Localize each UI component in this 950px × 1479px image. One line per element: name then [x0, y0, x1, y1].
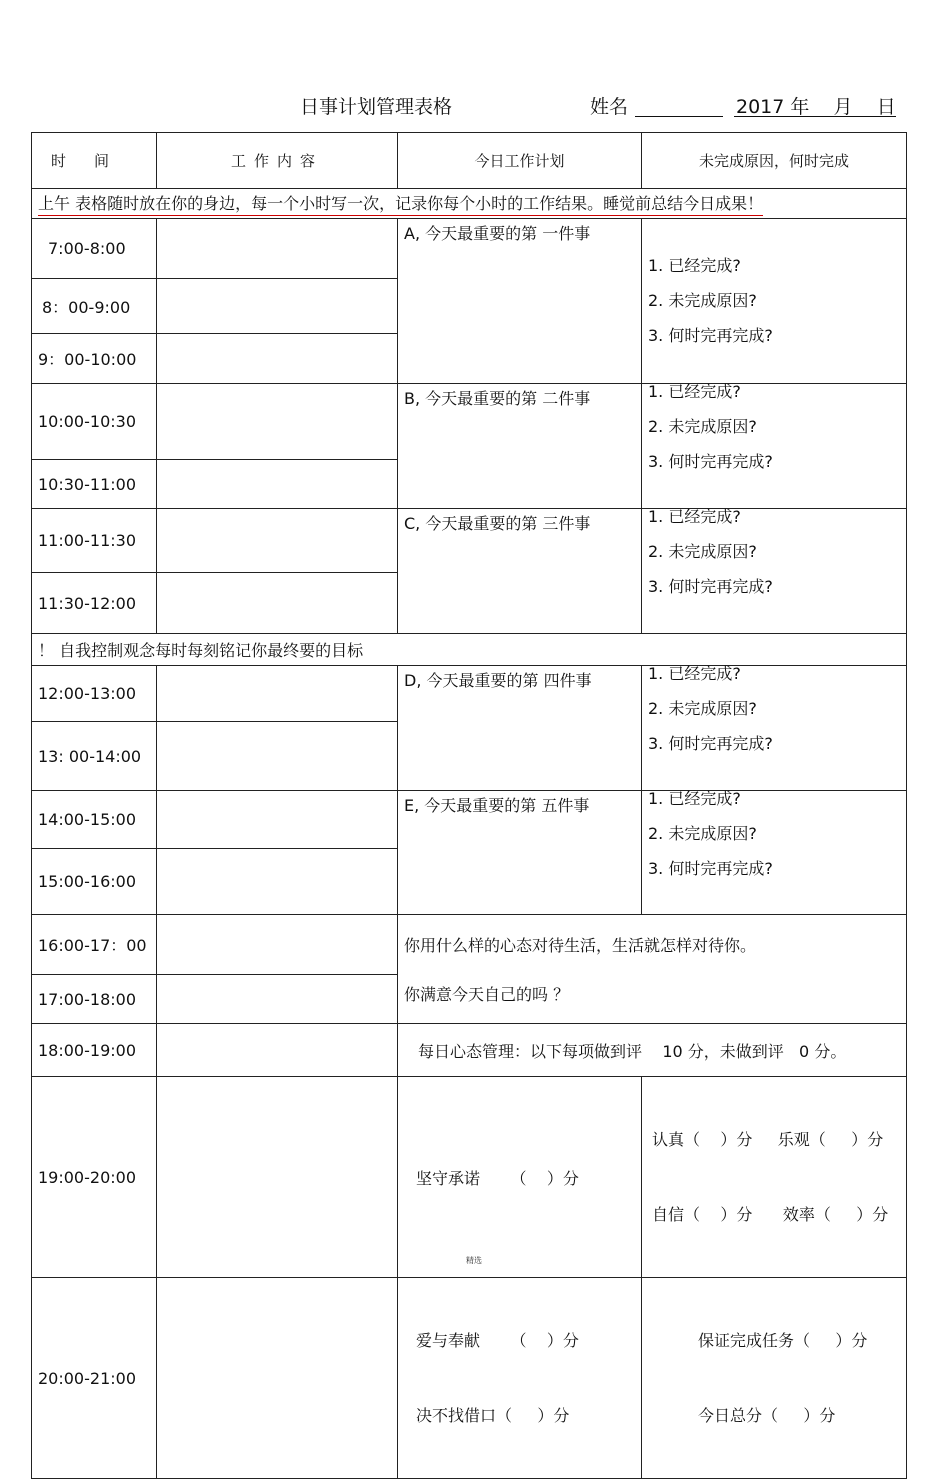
- time-slot: 7:00-8:00: [32, 219, 157, 279]
- morning-note-row: [32, 189, 907, 219]
- header-reason: 未完成原因，何时完成: [642, 133, 907, 189]
- question-reason: 2. 未完成原因?: [648, 699, 757, 718]
- question-when: 3. 何时完再完成?: [648, 859, 773, 878]
- work-content-cell[interactable]: [157, 1278, 398, 1479]
- work-content-cell[interactable]: [157, 334, 398, 384]
- time-slot: 13: 00-14:00: [32, 722, 157, 791]
- question-reason: 2. 未完成原因?: [648, 291, 757, 310]
- work-content-cell[interactable]: [157, 509, 398, 573]
- noon-note-row: [32, 634, 907, 666]
- reason-cell-e[interactable]: [642, 791, 907, 915]
- plan-cell-e[interactable]: E, 今天最重要的第 五件事: [398, 791, 642, 915]
- time-slot: 15:00-16:00: [32, 849, 157, 915]
- header-time: 时间: [32, 133, 157, 189]
- work-content-cell[interactable]: [157, 460, 398, 509]
- question-when: 3. 何时完再完成?: [648, 577, 773, 596]
- scoring-intro: 每日心态管理：以下每项做到评 10 分，未做到评 0 分。: [398, 1024, 907, 1077]
- question-done: 1. 已经完成?: [648, 507, 741, 526]
- page-title: 日事计划管理表格: [300, 96, 453, 118]
- score-serious-optimistic: 认真（ ）分 乐观（ ）分: [652, 1130, 884, 1149]
- table-row: [32, 1278, 907, 1479]
- footer-mark: 精选: [466, 1256, 482, 1265]
- reason-cell-b[interactable]: [642, 384, 907, 509]
- work-content-cell[interactable]: [157, 915, 398, 975]
- question-when: 3. 何时完再完成?: [648, 734, 773, 753]
- table-row: [32, 1024, 907, 1077]
- header-work: 工作内容: [157, 133, 398, 189]
- question-done: 1. 已经完成?: [648, 382, 741, 401]
- plan-cell-d[interactable]: D, 今天最重要的第 四件事: [398, 666, 642, 791]
- question-done: 1. 已经完成?: [648, 664, 741, 683]
- work-content-cell[interactable]: [157, 279, 398, 334]
- work-content-cell[interactable]: [157, 975, 398, 1024]
- question-reason: 2. 未完成原因?: [648, 417, 757, 436]
- header-plan: 今日工作计划: [398, 133, 642, 189]
- time-slot: 8：00-9:00: [32, 279, 157, 334]
- question-reason: 2. 未完成原因?: [648, 542, 757, 561]
- score-keep-promise[interactable]: 坚守承诺 （ ）分: [398, 1077, 642, 1278]
- time-slot: 11:00-11:30: [32, 509, 157, 573]
- work-content-cell[interactable]: [157, 1077, 398, 1278]
- reflection-line-1: 你用什么样的心态对待生活，生活就怎样对待你。: [404, 936, 757, 955]
- work-content-cell[interactable]: [157, 849, 398, 915]
- work-content-cell[interactable]: [157, 573, 398, 634]
- time-slot: 16:00-17：00: [32, 915, 157, 975]
- table-row: [32, 509, 907, 573]
- work-content-cell[interactable]: [157, 666, 398, 722]
- work-content-cell[interactable]: [157, 1024, 398, 1077]
- work-content-cell[interactable]: [157, 384, 398, 460]
- work-content-cell[interactable]: [157, 219, 398, 279]
- table-row: [32, 666, 907, 722]
- score-guarantee: 保证完成任务（ ）分: [698, 1331, 868, 1350]
- question-done: 1. 已经完成?: [648, 256, 741, 275]
- time-slot: 18:00-19:00: [32, 1024, 157, 1077]
- time-slot: 9：00-10:00: [32, 334, 157, 384]
- time-slot: 20:00-21:00: [32, 1278, 157, 1479]
- time-slot: 17:00-18:00: [32, 975, 157, 1024]
- time-slot: 19:00-20:00: [32, 1077, 157, 1278]
- score-devotion: 爱与奉献 （ ）分: [416, 1331, 579, 1350]
- date-underline: [734, 116, 896, 117]
- work-content-cell[interactable]: [157, 791, 398, 849]
- question-when: 3. 何时完再完成?: [648, 326, 773, 345]
- time-slot: 12:00-13:00: [32, 666, 157, 722]
- morning-note: 上午 表格随时放在你的身边，每一个小时写一次，记录你每个小时的工作结果。睡觉前总结今日成果！: [38, 191, 763, 216]
- score-total-cell[interactable]: [642, 1278, 907, 1479]
- daily-plan-table: [31, 132, 907, 1479]
- score-devotion-cell[interactable]: [398, 1278, 642, 1479]
- name-label: 姓名: [590, 96, 629, 118]
- reason-cell-c[interactable]: [642, 509, 907, 634]
- table-row: [32, 791, 907, 849]
- noon-note: ！ 自我控制观念每时每刻铭记你最终要的目标: [32, 634, 907, 666]
- table-row: [32, 219, 907, 279]
- score-confident-efficient: 自信（ ）分 效率（ ）分: [652, 1205, 889, 1224]
- table-row: [32, 915, 907, 975]
- plan-cell-c[interactable]: C, 今天最重要的第 三件事: [398, 509, 642, 634]
- time-slot: 10:00-10:30: [32, 384, 157, 460]
- time-slot: 11:30-12:00: [32, 573, 157, 634]
- score-total: 今日总分（ ）分: [698, 1406, 836, 1425]
- plan-cell-a[interactable]: A, 今天最重要的第 一件事: [398, 219, 642, 384]
- time-slot: 14:00-15:00: [32, 791, 157, 849]
- table-row: [32, 1077, 907, 1278]
- score-attitude-cell[interactable]: [642, 1077, 907, 1278]
- reflection-line-2: 你满意今天自己的吗 ？: [404, 985, 570, 1004]
- work-content-cell[interactable]: [157, 722, 398, 791]
- time-slot: 10:30-11:00: [32, 460, 157, 509]
- score-no-excuse: 决不找借口（ ）分: [416, 1406, 570, 1425]
- question-when: 3. 何时完再完成?: [648, 452, 773, 471]
- reflection-cell: [398, 915, 907, 1024]
- table-header-row: [32, 133, 907, 189]
- table-row: [32, 384, 907, 460]
- question-done: 1. 已经完成?: [648, 789, 741, 808]
- reason-cell-d[interactable]: [642, 666, 907, 791]
- question-reason: 2. 未完成原因?: [648, 824, 757, 843]
- name-field-line[interactable]: [635, 116, 723, 117]
- date-label: 2017 年 月 日: [736, 96, 896, 118]
- plan-cell-b[interactable]: B, 今天最重要的第 二件事: [398, 384, 642, 509]
- reason-cell-a[interactable]: [642, 219, 907, 384]
